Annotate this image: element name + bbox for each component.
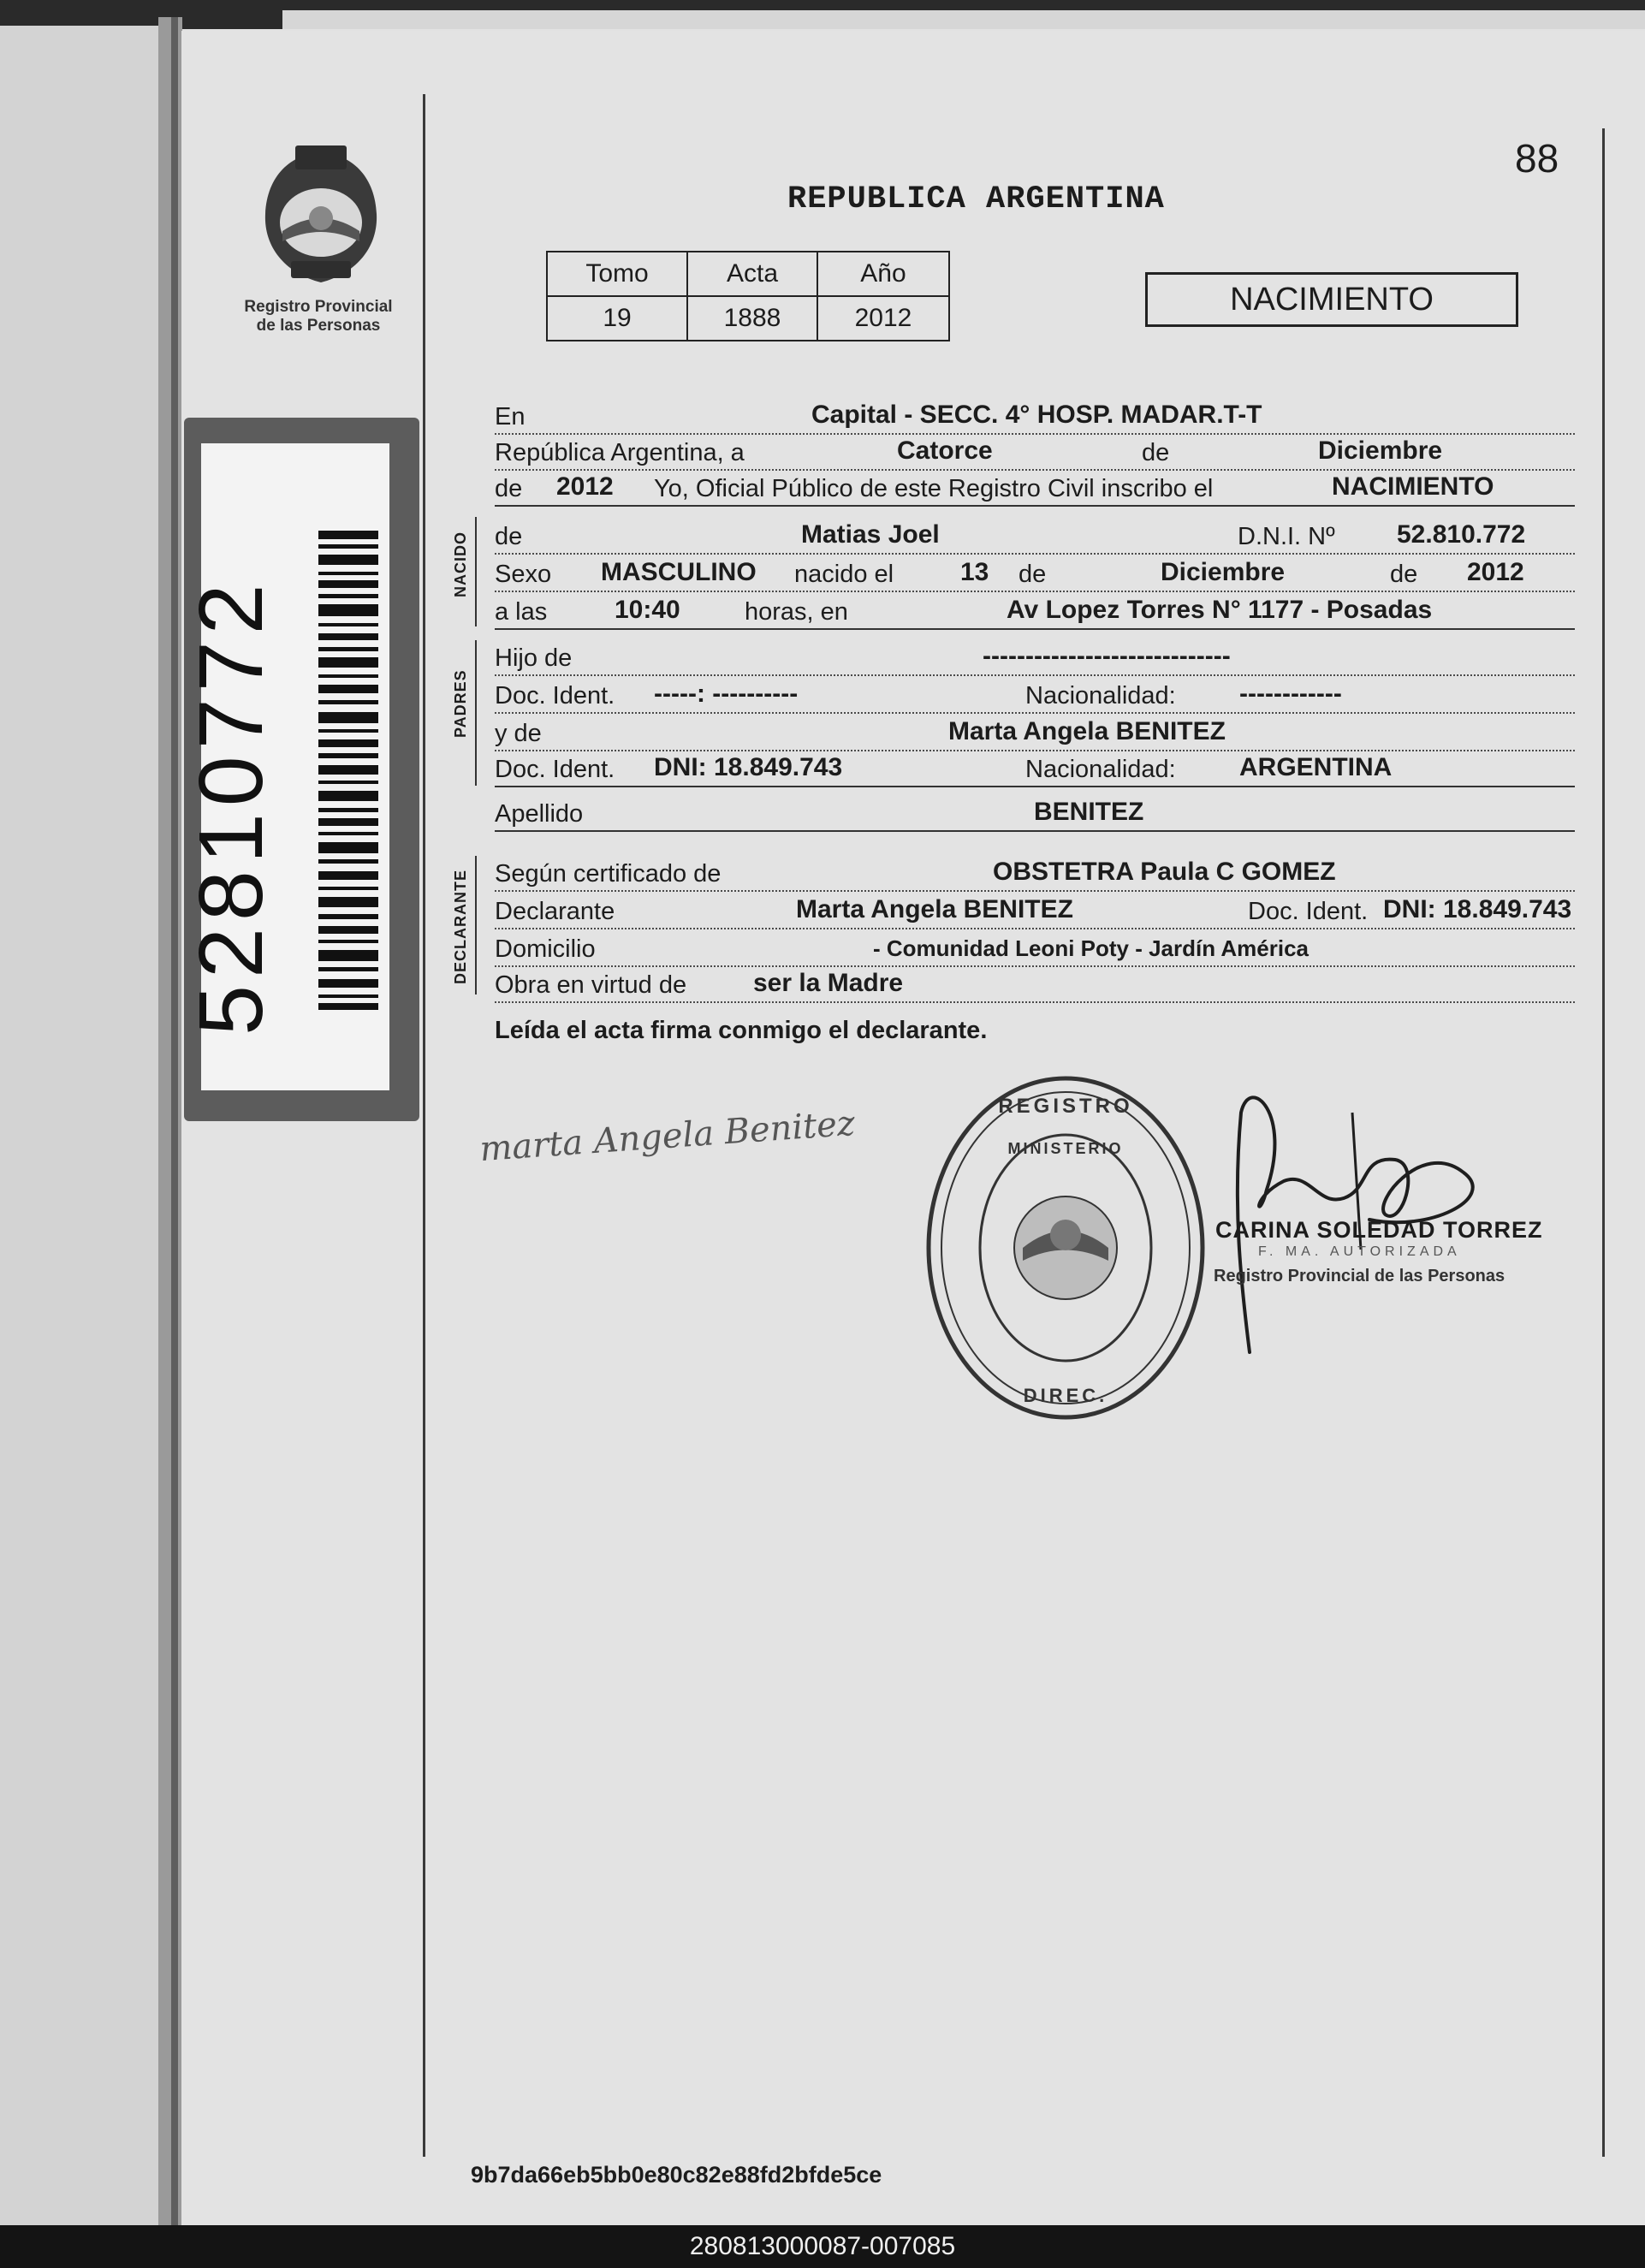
label-hijo-de: Hijo de <box>495 644 573 672</box>
label-nacido-el: nacido el <box>794 561 894 588</box>
value-lugar: Capital - SECC. 4° HOSP. MADAR.T-T <box>811 401 1262 429</box>
label-inscripcion: Yo, Oficial Público de este Registro Civil inscribo el <box>654 475 1214 502</box>
top-edge <box>0 0 1645 29</box>
label-horas-en: horas, en <box>745 598 848 626</box>
value-padre: ----------------------------- <box>983 642 1231 670</box>
svg-text:REGISTRO: REGISTRO <box>998 1095 1133 1118</box>
record-value-anio: 2012 <box>817 296 949 341</box>
label-y-de: y de <box>495 720 542 747</box>
declarant-handwritten-signature: marta Angela Benitez <box>478 1103 857 1170</box>
label-sexo: Sexo <box>495 561 552 588</box>
barcode-icon <box>318 531 378 1010</box>
label-de-mes-nacimiento: de <box>1018 561 1047 588</box>
official-organization: Registro Provincial de las Personas <box>1214 1267 1505 1285</box>
label-doc-ident-padre: Doc. Ident. <box>495 682 615 709</box>
label-doc-ident-madre: Doc. Ident. <box>495 756 615 783</box>
barcode-number: 52810772 <box>181 577 282 1036</box>
value-anio: 2012 <box>556 472 614 501</box>
book-spine <box>158 17 182 2225</box>
label-republica: República Argentina, a <box>495 439 745 466</box>
value-doc-padre: -----: ---------- <box>654 680 799 708</box>
record-table-value-row <box>547 296 949 341</box>
svg-text:MINISTERIO: MINISTERIO <box>1007 1140 1124 1157</box>
value-nombre-nacido: Matias Joel <box>801 520 940 549</box>
label-a-las: a las <box>495 598 548 626</box>
label-doc-ident-declarante: Doc. Ident. <box>1248 898 1369 925</box>
label-de-anio-nacimiento: de <box>1390 561 1418 588</box>
line-apellido <box>495 787 1575 832</box>
section-bar-declarante <box>475 856 477 994</box>
value-dni-nacido: 52.810.772 <box>1397 520 1526 549</box>
closing-statement: Leída el acta firma conmigo el declarante. <box>495 1017 988 1044</box>
official-name: CARINA SOLEDAD TORREZ <box>1215 1217 1543 1243</box>
svg-text:DIREC.: DIREC. <box>1023 1385 1108 1406</box>
value-certificado: OBSTETRA Paula C GOMEZ <box>993 858 1336 886</box>
logo-caption-line-2: de las Personas <box>256 317 381 335</box>
registry-logo-caption <box>224 298 413 335</box>
value-lugar-nacimiento: Av Lopez Torres N° 1177 - Posadas <box>1007 596 1433 624</box>
value-domicilio: - Comunidad Leoni Poty - Jardín América <box>873 935 1309 961</box>
label-de-nombre: de <box>495 523 523 550</box>
value-nacionalidad-madre: ARGENTINA <box>1239 753 1393 781</box>
section-label-nacido: NACIDO <box>452 531 469 597</box>
value-doc-madre: DNI: 18.849.743 <box>654 753 843 781</box>
right-border-line <box>1602 128 1605 2157</box>
label-en: En <box>495 403 526 430</box>
label-de-anio: de <box>495 475 523 502</box>
value-dia-nacimiento: 13 <box>960 558 989 586</box>
left-page <box>0 26 161 2225</box>
label-declarante: Declarante <box>495 898 615 925</box>
record-type-box: NACIMIENTO <box>1145 272 1518 327</box>
value-nacionalidad-padre: ------------ <box>1239 680 1342 708</box>
line-obra <box>495 959 1575 1003</box>
value-apellido: BENITEZ <box>1034 798 1144 826</box>
record-value-acta: 1888 <box>687 296 817 341</box>
footer-id: 280813000087-007085 <box>0 2225 1645 2268</box>
line-hora <box>495 585 1575 630</box>
document-hash: 9b7da66eb5bb0e80c82e88fd2bfde5ce <box>471 2162 882 2188</box>
record-value-tomo: 19 <box>547 296 687 341</box>
section-label-declarante: DECLARANTE <box>452 870 469 984</box>
logo-caption-line-1: Registro Provincial <box>244 298 393 316</box>
value-mes-nacimiento: Diciembre <box>1161 558 1286 586</box>
label-segun-certificado: Según certificado de <box>495 860 722 888</box>
section-bar-nacido <box>475 517 477 626</box>
label-dni: D.N.I. Nº <box>1238 523 1335 550</box>
label-nacionalidad-madre: Nacionalidad: <box>1025 756 1176 783</box>
label-apellido: Apellido <box>495 800 584 828</box>
value-dia-letras: Catorce <box>897 436 993 465</box>
page-title: REPUBLICA ARGENTINA <box>787 181 1165 217</box>
record-header-anio: Año <box>817 252 949 296</box>
label-domicilio: Domicilio <box>495 935 596 963</box>
value-obra: ser la Madre <box>753 969 904 997</box>
value-declarante: Marta Angela BENITEZ <box>796 895 1073 923</box>
record-header-acta: Acta <box>687 252 817 296</box>
value-sexo: MASCULINO <box>601 558 757 586</box>
value-mes: Diciembre <box>1318 436 1443 465</box>
official-role: F. MA. AUTORIZADA <box>1258 1244 1461 1259</box>
record-table <box>546 251 950 341</box>
line-anio <box>495 462 1575 507</box>
official-seal-icon <box>920 1068 1211 1428</box>
provincial-emblem-icon <box>257 145 385 291</box>
section-label-padres: PADRES <box>452 669 469 738</box>
page-number: 88 <box>1515 136 1559 181</box>
record-header-tomo: Tomo <box>547 252 687 296</box>
margin-line <box>423 94 425 2157</box>
value-anio-nacimiento: 2012 <box>1467 558 1524 586</box>
value-madre: Marta Angela BENITEZ <box>948 717 1226 745</box>
value-doc-declarante: DNI: 18.849.743 <box>1383 895 1572 923</box>
value-hora: 10:40 <box>615 596 680 624</box>
line-doc-madre <box>495 743 1575 787</box>
label-nacionalidad-padre: Nacionalidad: <box>1025 682 1176 709</box>
record-table-header-row <box>547 252 949 296</box>
book-spine-shadow <box>171 17 178 2225</box>
value-inscripcion-tipo: NACIMIENTO <box>1332 472 1494 501</box>
section-bar-padres <box>475 640 477 786</box>
label-de-mes: de <box>1142 439 1170 466</box>
label-obra-en-virtud: Obra en virtud de <box>495 971 687 999</box>
